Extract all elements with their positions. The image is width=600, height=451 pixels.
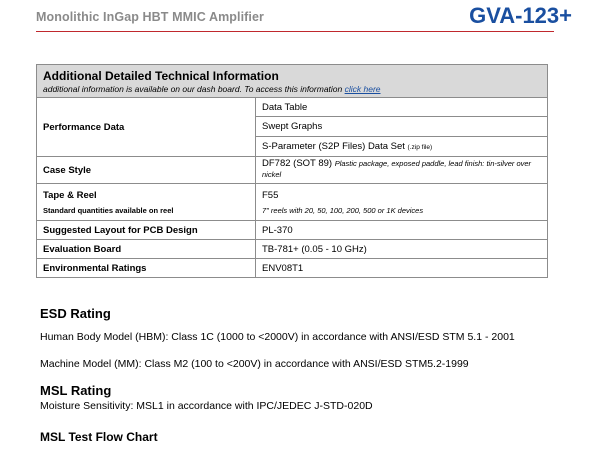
- eval-board-label: Evaluation Board: [37, 240, 256, 259]
- case-style-value-cell: [256, 157, 548, 184]
- pcb-layout-label: Suggested Layout for PCB Design: [37, 221, 256, 240]
- table-header-row: [37, 65, 548, 98]
- msl-rating-heading: MSL Rating: [40, 383, 112, 398]
- tape-reel-note: 7" reels with 20, 50, 100, 200, 500 or 1K devices: [262, 205, 424, 215]
- esd-hbm-text: Human Body Model (HBM): Class 1C (1000 to <2000V) in accordance with ANSI/ESD STM 5.1 - 2001: [40, 331, 515, 343]
- table-row: [37, 221, 548, 240]
- case-style-label: Case Style: [37, 157, 256, 184]
- esd-rating-heading: ESD Rating: [40, 306, 111, 321]
- tape-reel-sublabel: Standard quantities available on reel: [43, 205, 174, 215]
- tape-reel-value-cell: [256, 184, 548, 221]
- env-ratings-value[interactable]: ENV08T1: [256, 259, 548, 278]
- table-subtitle-text: additional information is available on our dash board. To access this information: [43, 83, 345, 94]
- sparameter-label: S-Parameter (S2P Files) Data Set: [262, 141, 405, 152]
- tape-reel-label-cell: [37, 184, 256, 221]
- table-row: [37, 240, 548, 259]
- zip-file-note: (.zip file): [407, 144, 433, 151]
- header-divider: [36, 31, 554, 32]
- data-table-item[interactable]: Data Table: [256, 98, 548, 117]
- eval-board-value[interactable]: TB-781+ (0.05 - 10 GHz): [256, 240, 548, 259]
- tape-reel-value: F55: [262, 189, 279, 201]
- sparameter-item[interactable]: [256, 137, 548, 157]
- technical-info-table: [36, 64, 548, 278]
- part-number: GVA-123+: [469, 3, 572, 28]
- table-row: [37, 98, 548, 117]
- msl-text: Moisture Sensitivity: MSL1 in accordance with IPC/JEDEC J-STD-020D: [40, 400, 373, 412]
- document-title: Monolithic InGap HBT MMIC Amplifier: [36, 10, 265, 24]
- env-ratings-label: Environmental Ratings: [37, 259, 256, 278]
- table-title: Additional Detailed Technical Information: [43, 68, 279, 83]
- case-style-note: Plastic package, exposed paddle, lead finish: tin-silver over nickel: [262, 159, 532, 179]
- pcb-layout-value[interactable]: PL-370: [256, 221, 548, 240]
- case-style-value: DF782 (SOT 89): [262, 158, 333, 170]
- table-subtitle: [43, 84, 541, 94]
- click-here-link[interactable]: click here: [344, 83, 381, 94]
- table-row: [37, 259, 548, 278]
- flow-chart-heading: MSL Test Flow Chart: [40, 430, 158, 444]
- swept-graphs-item[interactable]: Swept Graphs: [256, 117, 548, 137]
- table-row: [37, 157, 548, 184]
- performance-label: Performance Data: [37, 98, 256, 157]
- table-row: [37, 184, 548, 221]
- tape-reel-label: Tape & Reel: [43, 189, 97, 201]
- esd-mm-text: Machine Model (MM): Class M2 (100 to <200V) in accordance with ANSI/ESD STM5.2-1999: [40, 358, 469, 370]
